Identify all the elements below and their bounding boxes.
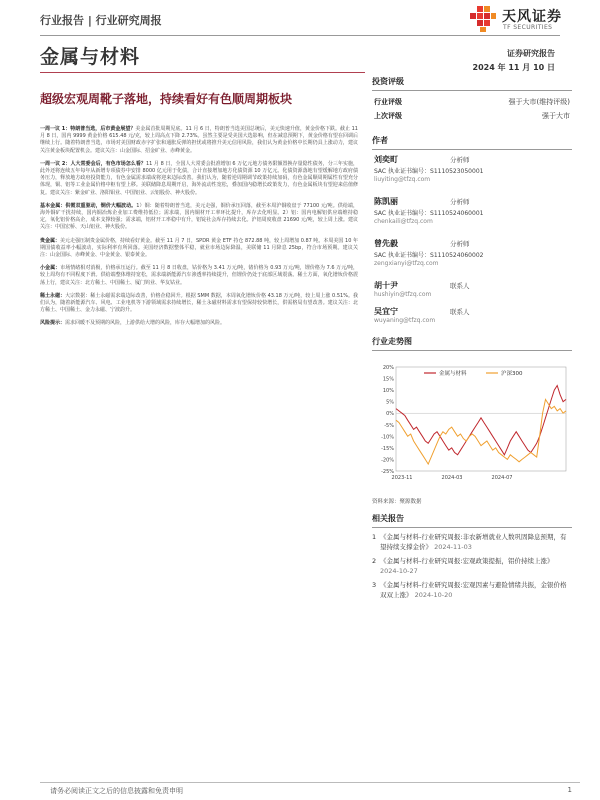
rating-value: 强于大市(维持评级) <box>508 98 570 106</box>
risk-warning <box>40 320 358 327</box>
paragraph <box>40 265 358 287</box>
related-report-title[interactable]: 《金属与材料-行业研究周报:非农新增就业人数巩固降息预期，有望持续支撑金价》 <box>380 533 567 551</box>
author-entry <box>372 306 572 336</box>
rating-key: 上次评级 <box>374 112 402 120</box>
risk-lead: 风险提示： <box>40 320 66 327</box>
report-subtitle: 超级宏观周靴子落地，持续看好有色顺周期板块 <box>40 92 293 106</box>
y-tick-label: -25% <box>381 469 394 475</box>
related-report-number: 1 <box>372 533 377 541</box>
paragraph-text: 大宗数据：稀土永磁需求端边际改善，价格企稳回升。根据 SMM 数据，本周氧化镨钕价格 43.18 万元/吨，较上周上涨 0.51%。我们认为，随着新能源汽车、风电、工业电机等下游领域需求持续增长，稀土永磁材料需求有望保持较快增长，供需格局有望改善。建议关注：北方稀土、中国稀土、金力永磁、宁波韵升。 <box>40 292 358 314</box>
author-name: 陈凯丽 <box>374 197 398 206</box>
author-email[interactable]: hushiyin@tfzq.com <box>374 291 432 298</box>
author-cert: SAC 执业证书编号：S1110523050001 <box>374 168 484 175</box>
related-report-title[interactable]: 《金属与材料-行业研究周报:宏观因素与避险情绪共振，金银价格双双上涨》 <box>380 581 567 599</box>
chart-source: 资料来源：聚源数据 <box>372 499 422 505</box>
y-tick-label: 5% <box>386 399 394 406</box>
paragraph <box>40 161 358 197</box>
author-name: 胡十尹 <box>374 281 398 290</box>
related-report-item[interactable] <box>372 532 572 552</box>
paragraph <box>40 293 358 315</box>
logo-text-cn: 天风证券 <box>502 9 562 25</box>
company-logo <box>468 4 578 36</box>
footer-disclaimer[interactable]: 请务必阅读正文之后的信息披露和免责申明 <box>50 787 183 795</box>
author-entry <box>372 238 572 280</box>
page-number: 1 <box>567 786 572 794</box>
logo-mark-icon <box>468 4 498 34</box>
related-report-date: 2024-10-20 <box>414 591 453 599</box>
author-email[interactable]: zengxianyi@tfzq.com <box>374 260 439 267</box>
author-name: 吴宜宁 <box>374 307 398 316</box>
paragraph-text: 1）铜：随着特朗普当选，美元走强，铜价承压回落，截至本周沪铜收盘于 77100 元/吨。供给端，海外铜矿干扰持续，国内铜冶炼企业加工费维持低位；需求端，国内铜材开工率环比提升，库存去化明显。2）铝：国内电解铝供应端维持稳定，氧化铝价格高企，成本支撑较强；需求端，铝材开工率稳中有升，铝锭社会库存持续去化。沪铝周度收盘 21690 元/吨，较上周上涨。建议关注：中国宏桥、天山铝业、神火股份。 <box>40 202 358 231</box>
related-report-date: 2024-11-03 <box>434 543 472 551</box>
y-tick-label: -10% <box>381 434 394 441</box>
x-tick-label: 2023-11 <box>391 475 413 481</box>
paragraph-text: 11 月 8 日，全国人大常委会批准增加 6 万亿元地方债务限额置换存量隐性债务，分三年实施，此外还将连续五年每年从新增专项债券中安排 8000 亿元用于化债，合计直接增加地方化债资源 10 万亿元。化债资源落地有望缓解地方政府债务压力，释放地方政府投资能力，有色金属需求端或将迎来边际改善。我们认为，随着逆周期调节政策持续加码，有色金属顺周期属性有望充分体现，铜、铝等工业金属价格中枢有望上移。美联储降息周期开启，海外流动性宽松，叠加国内稳增长政策发力，有色金属板块有望迎来估值修复。建议关注：紫金矿业、洛阳钼业、中国铝业、云铝股份、神火股份。 <box>40 160 358 196</box>
trend-chart-svg <box>372 355 572 495</box>
paragraph-lead: 一周一议 1：特朗普当选，后市黄金展望？ <box>40 126 136 132</box>
related-report-item[interactable] <box>372 580 572 600</box>
author-role: 联系人 <box>450 308 470 316</box>
industry-title: 金属与材料 <box>40 46 141 68</box>
related-heading: 相关报告 <box>372 513 572 528</box>
y-tick-label: -15% <box>381 445 394 452</box>
paragraph <box>40 238 358 260</box>
paragraph-lead: 一周一议 2：人大常委会后，有色市场怎么看？ <box>40 160 146 167</box>
rating-heading: 投资评级 <box>372 76 572 91</box>
rating-key: 行业评级 <box>374 98 402 106</box>
y-tick-label: 10% <box>382 388 394 395</box>
paragraph <box>40 203 358 232</box>
rating-row <box>372 95 572 109</box>
series-line-csi300 <box>396 399 566 464</box>
paragraph-text: 美元走强压制贵金属价格，持续看好黄金。截至 11 月 7 日，SPDR 黄金 ETF 持仓 872.88 吨，较上周增加 0.87 吨。本周美国 10 年期国债收益率小幅波动，实际利率有所回落。美国经济数据整体平稳，就业市场边际降温，美联储 11 月降息 25bp，符合市场预期。建议关注：山金国际、赤峰黄金、中金黄金、银泰黄金。 <box>40 237 358 259</box>
rating-value: 强于大市 <box>542 112 570 120</box>
paragraph-text: 美金属首批周期见底。11 月 6 日，特朗普当选美国总统后，美元快速升值，黄金价格下跌。截止 11 月 8 日，国内 9999 黄金价格 615.48 元/克，较上周高点下降 2.73%。虽然主要是受美国大选影响，但在减息预期下，黄金价格有望在回调后继续上行。随着特朗普当选，市场对美国财政赤字扩张和通胀反弹的担忧或将推升美元信用风险，我们认为黄金价格中长期仍具上涨动力，建议关注黄金板块配置机会。建议关注：山金国际、招金矿业、赤峰黄金。 <box>40 126 358 154</box>
footer-divider <box>40 782 580 783</box>
report-type: 证券研究报告 <box>507 49 555 58</box>
related-report-date: 2024-10-27 <box>380 567 418 575</box>
legend-label: 沪深300 <box>501 371 523 377</box>
author-email[interactable]: chenkaili@tfzq.com <box>374 218 433 225</box>
plot-frame <box>396 367 566 471</box>
authors-heading: 作者 <box>372 135 572 150</box>
related-reports <box>372 513 572 600</box>
paragraph-lead: 贵金属： <box>40 237 61 244</box>
author-role: 联系人 <box>450 282 470 290</box>
paragraph <box>40 126 358 155</box>
author-role: 分析师 <box>450 240 470 248</box>
y-tick-label: -5% <box>384 422 394 429</box>
y-tick-label: 20% <box>382 365 394 371</box>
paragraph-lead: 小金属： <box>40 265 61 272</box>
header-category: 行业报告 | 行业研究周报 <box>40 14 162 27</box>
paragraph-text: 市场情绪相对消极，价格承压运行。截至 11 月 8 日收盘，钴价格为 3.41 万元/吨，锗价格为 0.93 万元/吨，锂价格为 7.6 万元/吨，较上周均有不同程度下滑。供给端整体维持宽松，需求端新能源汽车渗透率持续提升，但锂价仍处于底部区域震荡。稀土方面，氧化镨钕价格震荡上行，建议关注：北方稀土、中国稀土、厦门钨业、华友钴业。 <box>40 265 358 286</box>
author-name: 曾先毅 <box>374 239 398 248</box>
paragraph-lead: 基本金属：供需双重驱动，铜价大幅波动。 <box>40 202 137 209</box>
author-entry <box>372 196 572 238</box>
related-report-number: 2 <box>372 557 377 565</box>
author-entry <box>372 154 572 196</box>
author-entry <box>372 280 572 306</box>
author-cert: SAC 执业证书编号：S1110524060002 <box>374 252 484 259</box>
author-name: 刘奕町 <box>374 155 398 164</box>
rating-row <box>372 109 572 123</box>
logo-text-en: TF SECURITIES <box>503 24 553 31</box>
title-divider <box>40 72 365 73</box>
paragraph-lead: 稀土永磁： <box>40 292 66 299</box>
trend-chart <box>372 355 572 495</box>
report-date: 2024 年 11 月 10 日 <box>472 63 555 72</box>
body-column <box>40 126 358 334</box>
author-email[interactable]: liuyiting@tfzq.com <box>374 176 431 183</box>
sidebar <box>372 76 572 604</box>
risk-text: 需求回暖不及预期的风险，上游供给大增的风险，库存大幅增加的风险。 <box>65 320 226 327</box>
series-line-metals <box>396 386 566 455</box>
author-role: 分析师 <box>450 156 470 164</box>
x-tick-label: 2024-07 <box>491 475 513 481</box>
related-report-number: 3 <box>372 581 377 589</box>
author-cert: SAC 执业证书编号：S1110524060001 <box>374 210 484 217</box>
x-tick-label: 2024-03 <box>441 475 463 481</box>
related-report-item[interactable] <box>372 556 572 576</box>
author-role: 分析师 <box>450 198 470 206</box>
chart-heading: 行业走势图 <box>372 336 572 351</box>
author-email[interactable]: wuyaning@tfzq.com <box>374 317 436 324</box>
y-tick-label: 0% <box>386 411 394 418</box>
y-tick-label: 15% <box>382 376 394 383</box>
legend-label: 金属与材料 <box>439 371 467 377</box>
related-report-title[interactable]: 《金属与材料-行业研究周报:宏观政策提振，铝价持续上涨》 <box>380 557 554 565</box>
y-tick-label: -20% <box>381 457 394 464</box>
